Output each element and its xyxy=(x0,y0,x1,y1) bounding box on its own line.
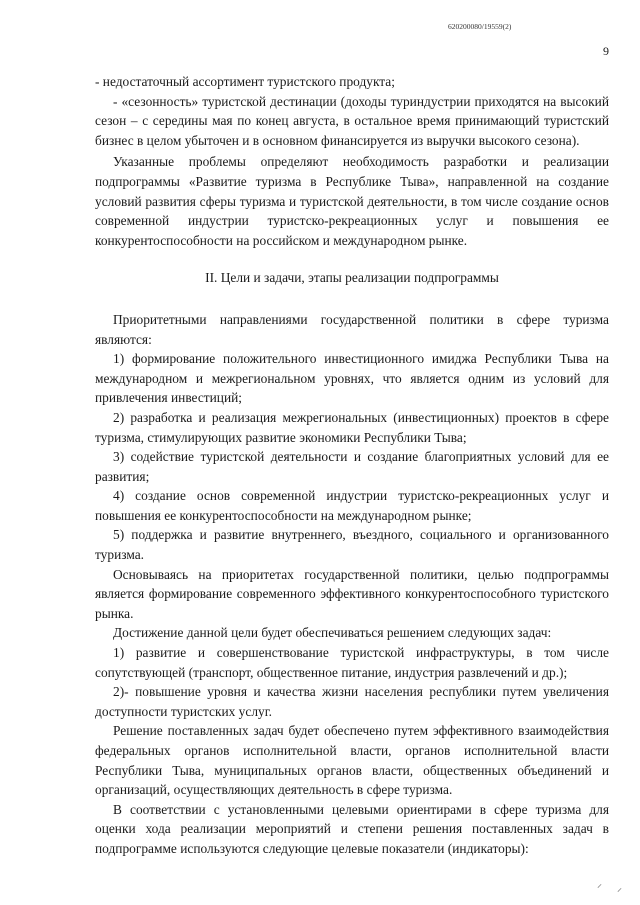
paragraph: Указанные проблемы определяют необходимость разработки и реализации подпрограммы «Развитие туризма в Республике Тыва», направленной на создание условий развития сферы туризма и туристской деятельности, в том числе создание основ современной индустрии туристско-рекреационных услуг и повышения ее конкурентоспособности на российском и международном рынке. xyxy=(95,154,609,248)
section-heading: II. Цели и задачи, этапы реализации подпрограммы xyxy=(205,270,499,286)
paragraph: Решение поставленных задач будет обеспечено путем эффективного взаимодействия федеральных органов исполнительной власти, органов исполнительной власти Республики Тыва, муниципальных органов власти, общественных объединений и организаций, осуществляющих деятельность в сфере туризма. xyxy=(95,723,609,798)
priorities-intro: Приоритетными направлениями государственной политики в сфере туризма являются: xyxy=(95,311,609,347)
priority-item: 1) формирование положительного инвестиционного имиджа Республики Тыва на международном и межрегиональном уровнях, что является одним из условий для привлечения инвестиций; xyxy=(95,351,609,406)
paragraph-list-item: - недостаточный ассортимент туристского продукта; xyxy=(95,74,395,89)
priority-item: 2) разработка и реализация межрегиональных (инвестиционных) проектов в сфере туризма, стимулирующих развитие экономики Республики Тыва; xyxy=(95,409,609,445)
task-item: 2)- повышение уровня и качества жизни населения республики путем увеличения доступности туристских услуг. xyxy=(95,684,609,719)
pen-mark: ⸝ xyxy=(597,879,602,890)
document-id: 620200080/19559(2) xyxy=(448,22,512,31)
page-number: 9 xyxy=(603,44,609,58)
goal-paragraph: Основываясь на приоритетах государственной политики, целью подпрограммы является формирование современного эффективного конкурентоспособного туристского рынка. xyxy=(95,566,609,621)
document-body xyxy=(95,72,609,859)
paragraph: В соответствии с установленными целевыми ориентирами в сфере туризма для оценки хода реализации мероприятий и степени решения поставленных задач в подпрограмме используются следующие целевые показатели (индикаторы): xyxy=(95,801,609,856)
paragraph-list-item: - «сезонность» туристской дестинации (доходы туриндустрии приходятся на высокий сезон – с середины мая по конец августа, в остальное время принимающий туристский бизнес в целом убыточен и в основном финансируется из выручки высокого сезона). xyxy=(95,93,609,148)
tasks-intro: Достижение данной цели будет обеспечиваться решением следующих задач: xyxy=(113,625,552,641)
priority-item: 5) поддержка и развитие внутреннего, въездного, социального и организованного туризма. xyxy=(95,527,609,563)
task-item: 1) развитие и совершенствование туристской инфраструктуры, в том числе сопутствующей (транспорт, общественное питание, индустрия развлечений и др.); xyxy=(95,645,609,680)
pen-mark: ⸝ xyxy=(617,883,622,894)
priority-item: 4) создание основ современной индустрии туристско-рекреационных услуг и повышения ее конкурентоспособности на международном рынке; xyxy=(95,488,609,523)
priority-item: 3) содействие туристской деятельности и создание благоприятных условий для ее развития; xyxy=(95,449,609,484)
